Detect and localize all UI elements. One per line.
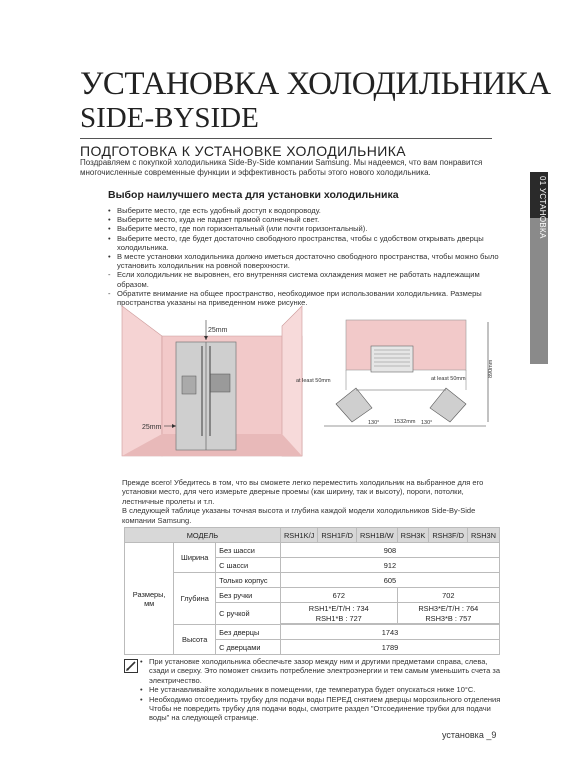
table-cell: Размеры, мм <box>125 543 174 655</box>
bullet-mark: • <box>108 224 111 234</box>
preparation-text <box>122 478 502 525</box>
list-item <box>108 224 500 233</box>
table-header-cell: RSH3N <box>467 528 499 543</box>
table-header-cell: RSH1B/W <box>356 528 397 543</box>
table-cell: 908 <box>280 543 499 558</box>
list-item <box>108 206 500 215</box>
right-angle-label: 130° <box>421 420 433 426</box>
table-header-cell: RSH3F/D <box>429 528 468 543</box>
bullet-text: Выберите место, где есть удобный доступ к водопроводу. <box>117 206 321 215</box>
side-gap-label: 25mm <box>142 424 162 431</box>
list-item <box>108 234 500 252</box>
list-item <box>108 289 500 307</box>
bullet-text: Выберите место, где будет достаточно свободного пространства, чтобы с удобством открывать дверцы холодильника. <box>117 233 484 252</box>
table-cell: С шасси <box>216 558 281 573</box>
table-cell: Высота <box>174 625 216 655</box>
bullet-mark: • <box>140 694 143 704</box>
table-cell: Только корпус <box>216 573 281 588</box>
table-header-cell: RSH1K/J <box>280 528 317 543</box>
fridge-clearance-illustration <box>122 306 302 456</box>
bullet-mark: • <box>108 215 111 225</box>
table-cell: С ручкой <box>216 603 281 625</box>
chapter-tab-label: 01 УСТАНОВКА <box>538 176 547 239</box>
table-cell: RSH1*B : 727 <box>280 613 397 624</box>
dimensions-table <box>124 527 500 655</box>
bullet-mark: • <box>108 233 111 243</box>
list-item <box>108 215 500 224</box>
page-title: УСТАНОВКА ХОЛОДИЛЬНИКА <box>80 66 551 102</box>
table-cell: RSH3*B : 757 <box>397 613 499 624</box>
table-header-cell: RSH1F/D <box>318 528 357 543</box>
bullet-text: В месте установки холодильника должно иметься достаточно свободного пространства, чтобы можно было установить холодильник на ровной поверхности. <box>117 252 499 271</box>
preparation-paragraph: В следующей таблице указаны точная высота и глубина каждой модели холодильников Side-By-Side компании Samsung. <box>122 506 476 525</box>
table-row <box>125 573 500 588</box>
table-cell: 1789 <box>280 640 499 655</box>
width-dimension-label: 1532mm <box>394 419 416 425</box>
notes-list <box>140 657 502 723</box>
list-item <box>140 695 502 723</box>
table-cell: RSH3*E/T/H : 764 <box>397 603 499 614</box>
depth-dimension-label: 890mm <box>488 359 494 378</box>
fridge-top-view-diagram <box>296 318 496 430</box>
bullet-mark: • <box>108 252 111 262</box>
table-header-cell: МОДЕЛЬ <box>125 528 281 543</box>
intro-text: Поздравляем с покупкой холодильника Side-By-Side компании Samsung. Мы надеемся, что вам понравится многочисленные современные функции и эффективность работы этого нового холодильника. <box>80 158 483 177</box>
bullet-text: Выберите место, куда не падает прямой солнечный свет. <box>117 215 320 225</box>
table-cell: Глубина <box>174 573 216 625</box>
table-cell: Без ручки <box>216 588 281 603</box>
table-cell: Без дверцы <box>216 625 281 640</box>
page-footer: установка _9 <box>442 730 497 740</box>
top-gap-label: 25mm <box>208 327 228 334</box>
location-heading: Выбор наилучшего места для установки холодильника <box>108 189 399 201</box>
page-subtitle: SIDE-BYSIDE <box>80 102 259 134</box>
bullet-mark: • <box>140 657 143 666</box>
dash-text: Обратите внимание на общее пространство, необходимое при использовании холодильника. Размеры пространства указаны на приведенном ниже рисунке. <box>117 288 482 308</box>
bullet-mark: • <box>140 685 143 695</box>
dash-text: Если холодильник не выровнен, его внутренняя система охлаждения может не работать надлежащим образом. <box>117 270 480 289</box>
table-header-cell: RSH3K <box>397 528 429 543</box>
list-item <box>140 657 502 685</box>
table-row <box>125 543 500 558</box>
list-item <box>108 270 500 288</box>
table-cell: Ширина <box>174 543 216 573</box>
table-cell: 1743 <box>280 625 499 640</box>
table-cell: 912 <box>280 558 499 573</box>
section-title: ПОДГОТОВКА К УСТАНОВКЕ ХОЛОДИЛЬНИКА <box>80 143 407 159</box>
table-header-row <box>125 528 500 543</box>
dash-mark: - <box>108 288 111 298</box>
table-cell: RSH1*E/T/H : 734 <box>280 603 397 614</box>
location-bullets <box>108 206 500 307</box>
note-text: При установке холодильника обеспечьте зазор между ним и другими предметами справа, слева, сзади и сверху. Это поможет снизить потребление электроэнергии и тем самым уменьшить счета за электричество. <box>149 657 501 685</box>
note-pencil-icon <box>124 659 138 673</box>
right-clearance-label: at least 50mm <box>431 376 466 382</box>
preparation-paragraph: Прежде всего! Убедитесь в том, что вы сможете легко переместить холодильник на выбранное для его установки место, для чего измерьте дверные проемы (как ширину, так и высоту), пороги, потолки, лестничные пролеты и т.п. <box>122 478 484 506</box>
table-cell: 605 <box>280 573 499 588</box>
table-cell: 672 <box>280 588 397 603</box>
bullet-text: Выберите место, где пол горизонтальный (или почти горизонтальный). <box>117 224 368 234</box>
list-item <box>108 252 500 270</box>
table-cell: Без шасси <box>216 543 281 558</box>
table-cell: 702 <box>397 588 499 603</box>
dash-mark: - <box>108 270 111 280</box>
table-cell: С дверцами <box>216 640 281 655</box>
note-text: Необходимо отсоединить трубку для подачи воды ПЕРЕД снятием дверцы морозильного отделения Чтобы не повредить трубку для подачи воды, смотрите раздел "Отсоединение трубки для подачи воды" на следующей странице. <box>149 694 501 723</box>
title-rule <box>80 138 492 139</box>
left-angle-label: 130° <box>368 420 380 426</box>
bullet-mark: • <box>108 206 111 215</box>
list-item <box>140 685 502 694</box>
note-text: Не устанавливайте холодильник в помещении, где температура будет опускаться ниже 10°C. <box>149 685 476 695</box>
left-clearance-label: at least 50mm <box>296 378 331 384</box>
table-row <box>125 625 500 640</box>
